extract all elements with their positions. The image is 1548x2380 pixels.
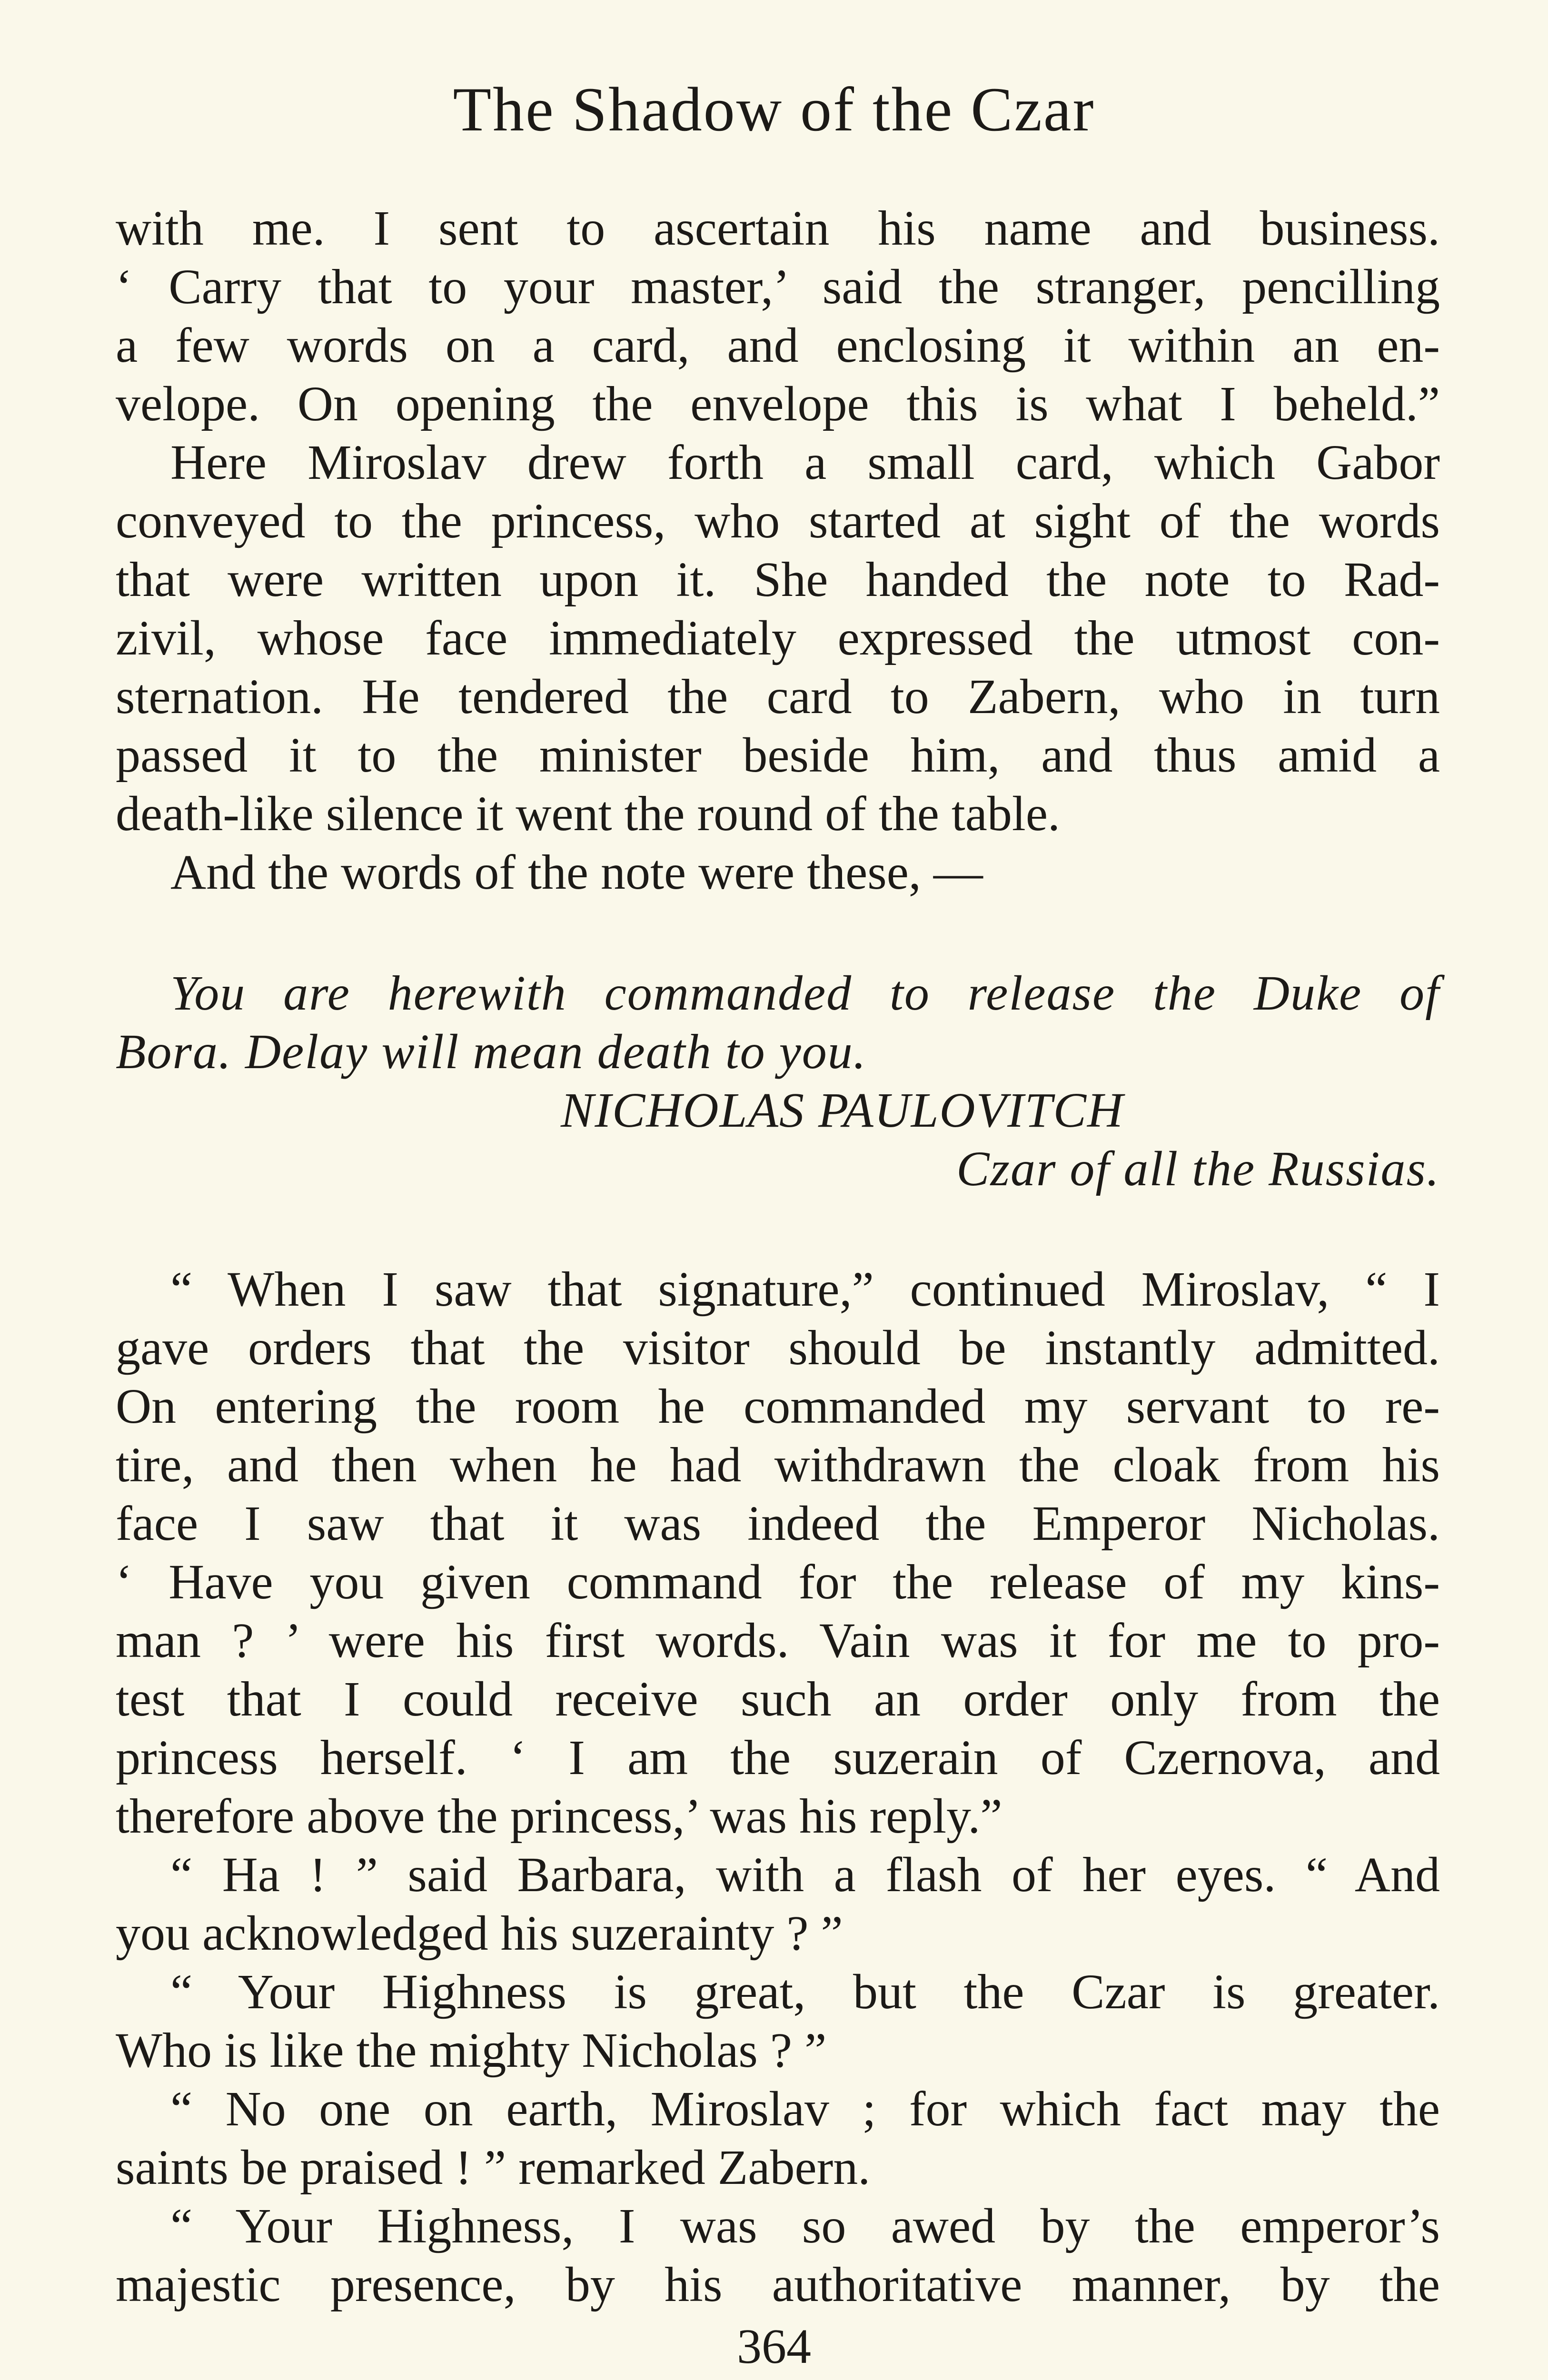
text-line: saints be praised ! ” remarked Zabern. xyxy=(116,2140,871,2195)
text-line: test that I could receive such an order only from the xyxy=(116,1672,1440,1726)
text-line: And the words of the note were these, — xyxy=(170,845,983,900)
text-line: Who is like the mighty Nicholas ? ” xyxy=(116,2023,827,2078)
text-line: “ Your Highness, I was so awed by the emperor’s xyxy=(170,2199,1440,2253)
text-line: you acknowledged his suzerainty ? ” xyxy=(116,1906,843,1961)
text-line: gave orders that the visitor should be instantly admitted. xyxy=(116,1320,1440,1375)
text-line: On entering the room he commanded my servant to re- xyxy=(116,1379,1440,1434)
note-line: Bora. Delay will mean death to you. xyxy=(116,1024,867,1079)
page-number: 364 xyxy=(737,2319,811,2374)
page-title: The Shadow of the Czar xyxy=(453,74,1095,144)
text-line: tire, and then when he had withdrawn the cloak from his xyxy=(116,1438,1440,1492)
text-line: that were written upon it. She handed the note to Rad- xyxy=(116,552,1440,607)
text-line: “ When I saw that signature,” continued Miroslav, “ I xyxy=(170,1262,1440,1317)
text-line: therefore above the princess,’ was his reply.” xyxy=(116,1789,1002,1844)
text-line: sternation. He tendered the card to Zabern, who in turn xyxy=(116,669,1440,724)
text-line: “ Your Highness is great, but the Czar is greater. xyxy=(170,1964,1440,2019)
text-line: face I saw that it was indeed the Emperor Nicholas. xyxy=(116,1496,1440,1551)
text-line: zivil, whose face immediately expressed the utmost con- xyxy=(116,611,1440,665)
text-line: majestic presence, by his authoritative manner, by the xyxy=(116,2257,1440,2312)
text-line: a few words on a card, and enclosing it within an en- xyxy=(116,318,1440,373)
text-line: Here Miroslav drew forth a small card, which Gabor xyxy=(170,435,1440,490)
note-signature: NICHOLAS PAULOVITCH xyxy=(561,1083,1124,1138)
text-line: death-like silence it went the round of the table. xyxy=(116,786,1060,841)
note-line: You are herewith commanded to release the Duke of xyxy=(170,966,1440,1021)
text-line: “ No one on earth, Miroslav ; for which fact may the xyxy=(170,2082,1440,2136)
text-line: ‘ Have you given command for the release of my kins- xyxy=(116,1555,1440,1609)
text-line: princess herself. ‘ I am the suzerain of Czernova, and xyxy=(116,1730,1440,1785)
note-signature-title: Czar of all the Russias. xyxy=(956,1141,1440,1196)
text-line: passed it to the minister beside him, and thus amid a xyxy=(116,728,1440,783)
text-line: ‘ Carry that to your master,’ said the stranger, pencilling xyxy=(116,259,1440,314)
text-line: velope. On opening the envelope this is what I beheld.” xyxy=(116,377,1440,431)
text-line: with me. I sent to ascertain his name and business. xyxy=(116,201,1440,256)
text-line: “ Ha ! ” said Barbara, with a flash of her eyes. “ And xyxy=(170,1847,1440,1902)
text-line: man ? ’ were his first words. Vain was it for me to pro- xyxy=(116,1613,1440,1668)
text-line: conveyed to the princess, who started at sight of the words xyxy=(116,494,1440,548)
